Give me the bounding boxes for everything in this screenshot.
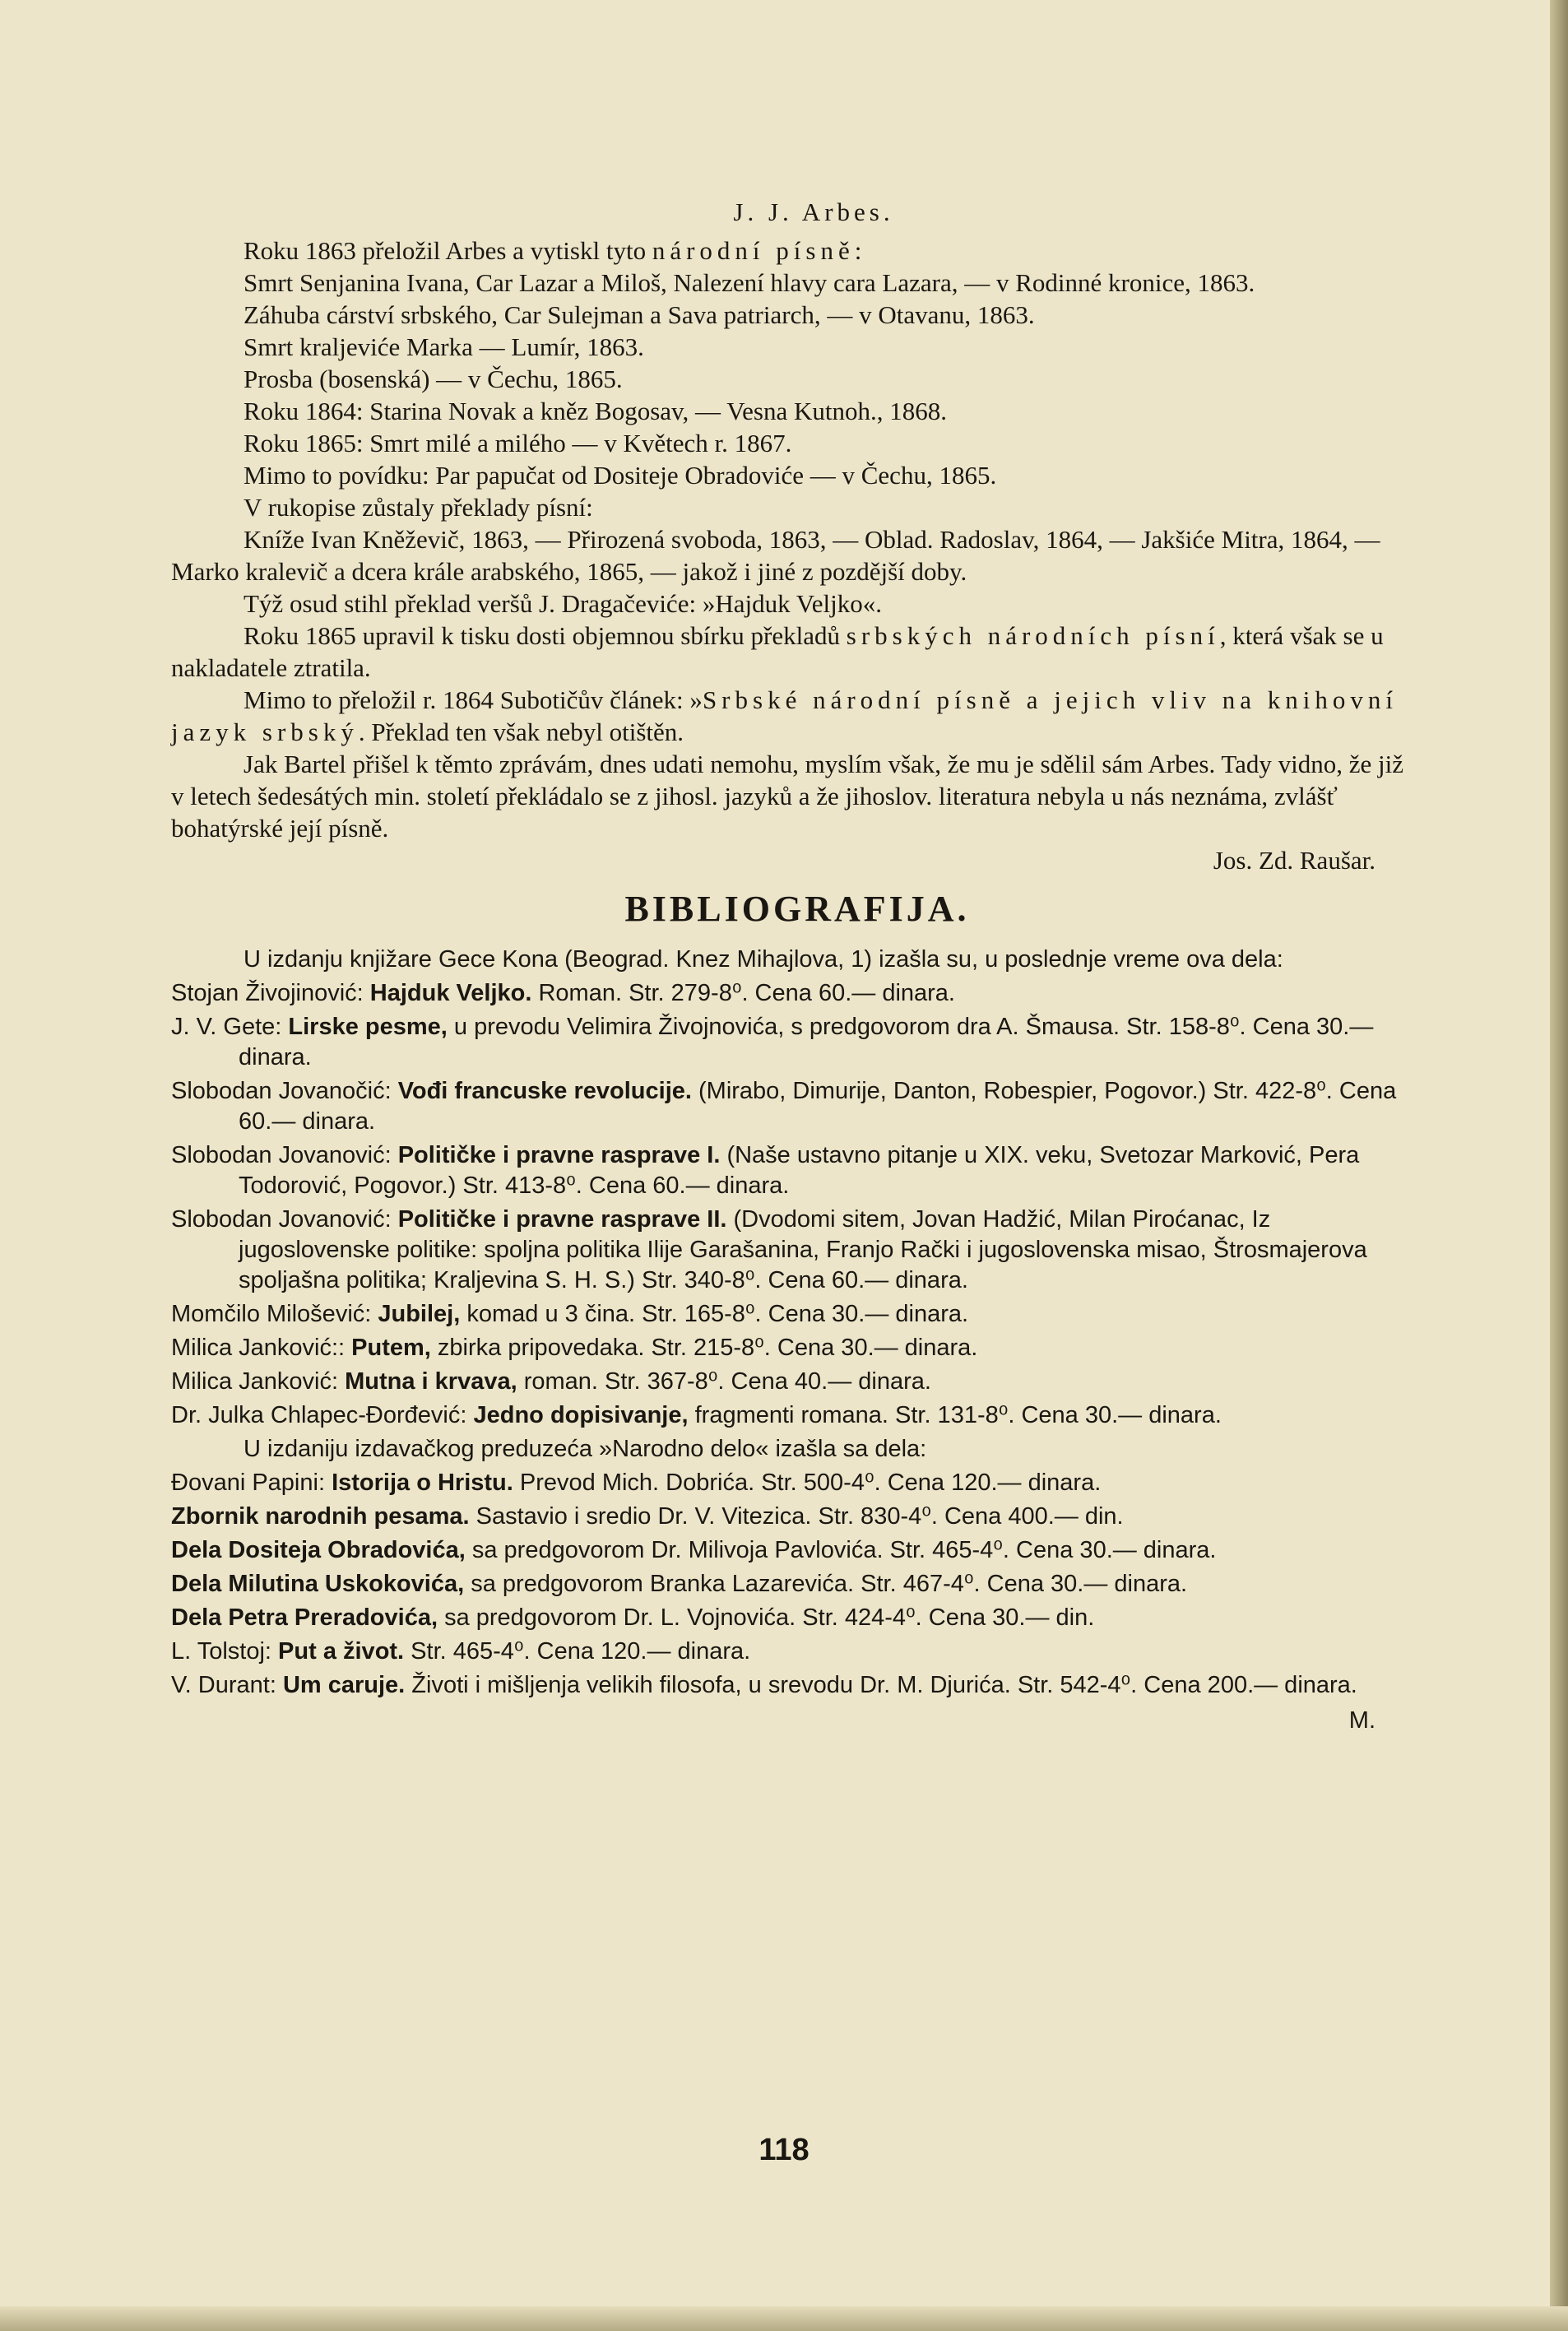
entry-rest: sa predgovorom Dr. Milivoja Pavlovića. Str. 465-4⁰. Cena 30.— dinara. — [465, 1537, 1217, 1563]
page-content — [171, 196, 1407, 1736]
arbes-paragraph-3: Záhuba cárství srbského, Car Sulejman a Sava patriarch, — v Otavanu, 1863. — [244, 300, 1035, 329]
bibliography-entry — [171, 1637, 1407, 1667]
entry-title: Zbornik narodnih pesama. — [171, 1503, 470, 1530]
bibliography-entry — [171, 1400, 1407, 1431]
bibliography-entry — [171, 1140, 1407, 1201]
entry-rest: zbirka pripovedaka. Str. 215-8⁰. Cena 30.— dinara. — [430, 1335, 978, 1361]
page-number: 118 — [758, 2133, 810, 2167]
bibliography-entry — [171, 978, 1407, 1009]
arbes-paragraph-6: Roku 1864: Starina Novak a kněz Bogosav, — Vesna Kutnoh., 1868. — [244, 397, 947, 425]
entry-title: Dela Dositeja Obradovića, — [171, 1537, 466, 1563]
entry-title: Dela Milutina Uskokovića, — [171, 1571, 465, 1597]
arbes-paragraph-13: Mimo to přeložil r. 1864 Subotičův článek: »Srbské národní písně a jejich vliv na knihovní jazyk srbský. Překlad ten však nebyl otištěn. — [171, 685, 1399, 746]
bibliography-entry — [171, 1468, 1407, 1498]
arbes-section — [171, 196, 1407, 876]
entry-author: Slobodan Jovanović: — [171, 1206, 398, 1233]
entry-title: Hajduk Veljko. — [369, 980, 532, 1006]
entry-rest: (Mirabo, Dimurije, Danton, Robespier, Pogovor.) Str. 422-8⁰. Cena 60.— dinara. — [239, 1078, 1397, 1135]
arbes-paragraph-10: Kníže Ivan Kněževič, 1863, — Přirozená svoboda, 1863, — Oblad. Radoslav, 1864, — Jakšiće Mitra, 1864, — Marko kralevič a dcera krále arabského, 1865, — jakož i jiné z pozdější doby. — [171, 525, 1380, 586]
entry-author: Momčilo Milošević: — [171, 1301, 378, 1327]
bibliography-entry — [171, 1569, 1407, 1600]
arbes-paragraph-2: Smrt Senjanina Ivana, Car Lazar a Miloš, Nalezení hlavy cara Lazara, — v Rodinné kronice, 1863. — [244, 268, 1255, 297]
page-edge-shadow — [1550, 0, 1568, 2331]
bibliography-entry — [171, 1205, 1407, 1296]
entry-rest: (Dvodomi sitem, Jovan Hadžić, Milan Piroćanac, Iz jugoslovenske politike: spoljna politika Ilije Garašanina, Franjo Rački i jugoslovenska misao, Štrosmajerova spoljašna politika; Kraljevina S. H. S.) Str. 340-8⁰. Cena 60.— dinara. — [239, 1206, 1367, 1293]
entry-title: Um caruje. — [282, 1672, 406, 1698]
entry-author: L. Tolstoj: — [171, 1638, 279, 1665]
entry-author: J. V. Gete: — [171, 1014, 289, 1040]
arbes-paragraph-9: V rukopise zůstaly překlady písní: — [244, 493, 593, 522]
entry-rest: (Naše ustavno pitanje u XIX. veku, Svetozar Marković, Pera Todorović, Pogovor.) Str. 413-8⁰. Cena 60.— dinara. — [239, 1142, 1360, 1199]
entry-rest: sa predgovorom Branka Lazarevića. Str. 467-4⁰. Cena 30.— dinara. — [464, 1571, 1188, 1597]
page-bottom-edge — [0, 2306, 1568, 2331]
bibliography-entry — [171, 1670, 1407, 1701]
entry-author: Stojan Živojinović: — [171, 980, 370, 1006]
bibliography-signature: M. — [1348, 1707, 1375, 1734]
entry-rest: Prevod Mich. Dobrića. Str. 500-4⁰. Cena 120.— dinara. — [513, 1470, 1102, 1496]
entry-rest: roman. Str. 367-8⁰. Cena 40.— dinara. — [517, 1368, 931, 1395]
bibliography-entry — [171, 1299, 1407, 1330]
entry-author: Slobodan Jovanović: — [171, 1142, 398, 1168]
arbes-signature: Jos. Zd. Raušar. — [1213, 846, 1375, 875]
entry-author: Dr. Julka Chlapec-Đorđević: — [171, 1402, 474, 1428]
entry-rest: u prevodu Velimira Živojnovića, s predgovorom dra A. Šmausa. Str. 158-8⁰. Cena 30.— dinara. — [239, 1014, 1374, 1070]
arbes-paragraph-7: Roku 1865: Smrt milé a milého — v Květech r. 1867. — [244, 429, 792, 457]
bibliography-entry — [171, 1367, 1407, 1397]
bibliography-entry — [171, 1535, 1407, 1566]
bibliography-intro-2: U izdaniju izdavačkog preduzeća »Narodno delo« izašla sa dela: — [244, 1436, 927, 1462]
entry-title: Put a život. — [278, 1638, 405, 1665]
arbes-paragraph-8: Mimo to povídku: Par papučat od Dositeje Obradoviće — v Čechu, 1865. — [244, 461, 997, 490]
entry-author: Đovani Papini: — [171, 1470, 332, 1496]
entry-title: Jedno dopisivanje, — [473, 1402, 689, 1428]
entry-rest: Životi i mišljenja velikih filosofa, u srevodu Dr. M. Djurića. Str. 542-4⁰. Cena 200.— dinara. — [405, 1672, 1357, 1698]
entry-rest: Roman. Str. 279-8⁰. Cena 60.— dinara. — [531, 980, 955, 1006]
entry-title: Lirske pesme, — [288, 1014, 448, 1040]
entry-title: Vođi francuske revolucije. — [397, 1078, 692, 1104]
entry-author: V. Durant: — [171, 1672, 283, 1698]
entry-title: Jubilej, — [378, 1301, 461, 1327]
bibliography-entry — [171, 1076, 1407, 1137]
entry-title: Istorija o Hristu. — [332, 1470, 513, 1496]
arbes-paragraph-12: Roku 1865 upravil k tisku dosti objemnou sbírku překladů srbských národních písní, která však se u nakladatele ztratila. — [171, 621, 1384, 682]
arbes-paragraph-1: Roku 1863 přeložil Arbes a vytiskl tyto národní písně: — [244, 236, 862, 265]
entry-rest: fragmenti romana. Str. 131-8⁰. Cena 30.— dinara. — [688, 1402, 1222, 1428]
bibliography-intro-1: U izdanju knjižare Gece Kona (Beograd. Knez Mihajlova, 1) izašla su, u poslednje vreme ova dela: — [244, 946, 1283, 973]
entry-rest: sa predgovorom Dr. L. Vojnovića. Str. 424-4⁰. Cena 30.— din. — [438, 1604, 1095, 1631]
entry-title: Političke i pravne rasprave II. — [397, 1206, 727, 1233]
arbes-paragraph-5: Prosba (bosenská) — v Čechu, 1865. — [244, 365, 623, 393]
bibliography-title: BIBLIOGRAFIJA. — [624, 889, 970, 929]
arbes-paragraph-14: Jak Bartel přišel k těmto zprávám, dnes udati nemohu, myslím však, že mu je sdělil sám Arbes. Tady vidno, že již v letech šedesátých min. století překládalo se z jihosl. jazyků a že jihoslov. literatura nebyla u nás neznáma, zvlášť bohatýrské její písně. — [171, 750, 1404, 843]
entry-author: Milica Janković:: — [171, 1335, 352, 1361]
arbes-paragraph-4: Smrt kraljeviće Marka — Lumír, 1863. — [244, 332, 644, 361]
entry-rest: komad u 3 čina. Str. 165-8⁰. Cena 30.— dinara. — [460, 1301, 969, 1327]
entry-rest: Sastavio i sredio Dr. V. Vitezica. Str. 830-4⁰. Cena 400.— din. — [469, 1503, 1124, 1530]
entry-title: Mutna i krvava, — [345, 1368, 517, 1395]
entry-title: Političke i pravne rasprave I. — [397, 1142, 721, 1168]
entry-author: Slobodan Jovanočić: — [171, 1078, 398, 1104]
arbes-heading: J. J. Arbes. — [733, 197, 894, 226]
entry-rest: Str. 465-4⁰. Cena 120.— dinara. — [404, 1638, 751, 1665]
bibliography-entry — [171, 1333, 1407, 1363]
bibliography-list-2 — [171, 1468, 1407, 1701]
bibliography-list-1 — [171, 978, 1407, 1431]
entry-author: Milica Janković: — [171, 1368, 346, 1395]
entry-title: Dela Petra Preradovića, — [171, 1604, 438, 1631]
bibliography-entry — [171, 1012, 1407, 1073]
bibliography-section — [171, 945, 1407, 1736]
bibliography-entry — [171, 1502, 1407, 1532]
arbes-paragraph-11: Týž osud stihl překlad veršů J. Dragačeviće: »Hajduk Veljko«. — [244, 589, 882, 618]
bibliography-entry — [171, 1603, 1407, 1633]
entry-title: Putem, — [351, 1335, 431, 1361]
